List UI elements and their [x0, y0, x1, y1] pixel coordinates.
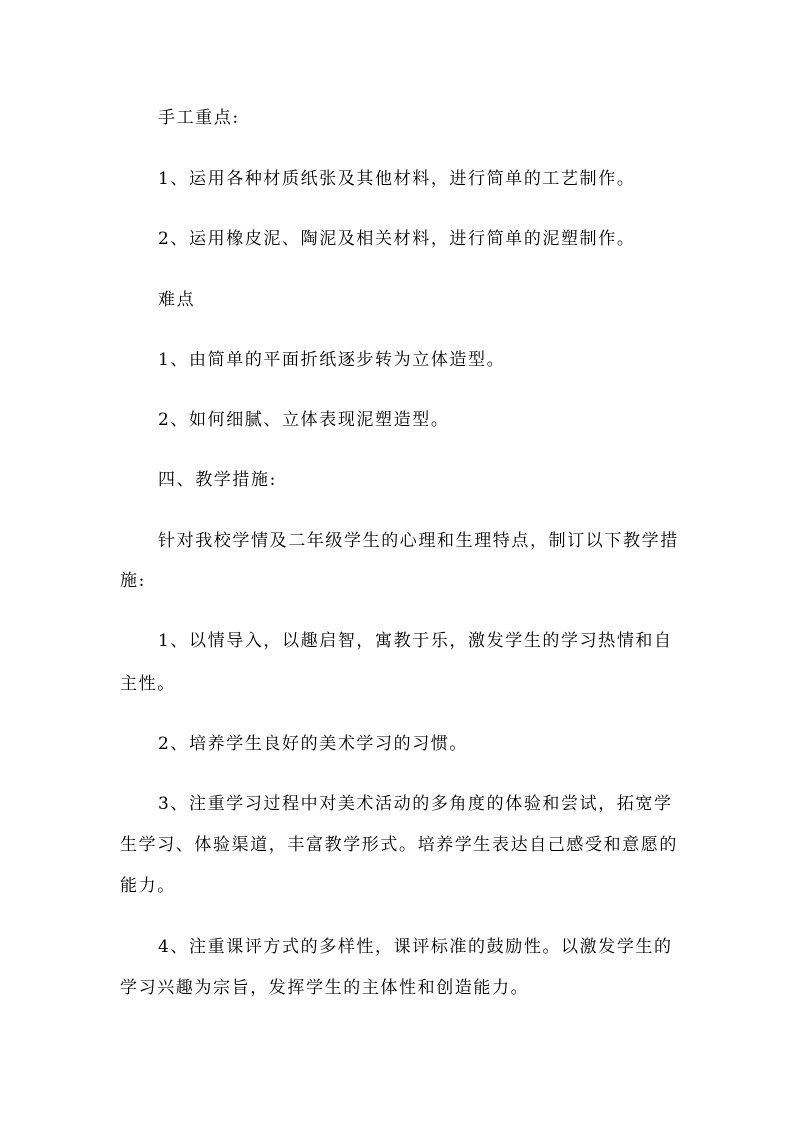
- paragraph-measure-4-line-2: 学习兴趣为宗旨，发挥学生的主体性和创造能力。: [120, 978, 530, 998]
- paragraph-measure-3-line-3: 能力。: [120, 876, 176, 896]
- paragraph-measure-1-line-2: 主性。: [120, 674, 176, 694]
- paragraph-measure-1-line-1: 1、以情导入，以趣启智，寓教于乐，激发学生的学习热情和自: [158, 631, 673, 651]
- paragraph-difficulty-1: 1、由简单的平面折纸逐步转为立体造型。: [158, 350, 506, 370]
- paragraph-item-2: 2、运用橡皮泥、陶泥及相关材料，进行简单的泥塑制作。: [158, 229, 636, 249]
- section-heading-teaching-measures: 四、教学措施:: [158, 470, 277, 490]
- paragraph-measures-intro-line-1: 针对我校学情及二年级学生的心理和生理特点，制订以下教学措: [158, 531, 679, 551]
- paragraph-difficulty-2: 2、如何细腻、立体表现泥塑造型。: [158, 410, 450, 430]
- paragraph-measure-4-line-1: 4、注重课评方式的多样性，课评标准的鼓励性。以激发学生的: [158, 937, 673, 957]
- paragraph-item-1: 1、运用各种材质纸张及其他材料，进行简单的工艺制作。: [158, 169, 636, 189]
- paragraph-measure-2: 2、培养学生良好的美术学习的习惯。: [158, 734, 469, 754]
- paragraph-difficulties-heading: 难点: [158, 290, 196, 310]
- paragraph-handcraft-key-points: 手工重点:: [158, 108, 240, 128]
- paragraph-measures-intro-line-2: 施:: [120, 571, 146, 591]
- paragraph-measure-3-line-1: 3、注重学习过程中对美术活动的多角度的体验和尝试，拓宽学: [158, 794, 673, 814]
- paragraph-measure-3-line-2: 生学习、体验渠道，丰富教学形式。培养学生表达自己感受和意愿的: [120, 835, 678, 855]
